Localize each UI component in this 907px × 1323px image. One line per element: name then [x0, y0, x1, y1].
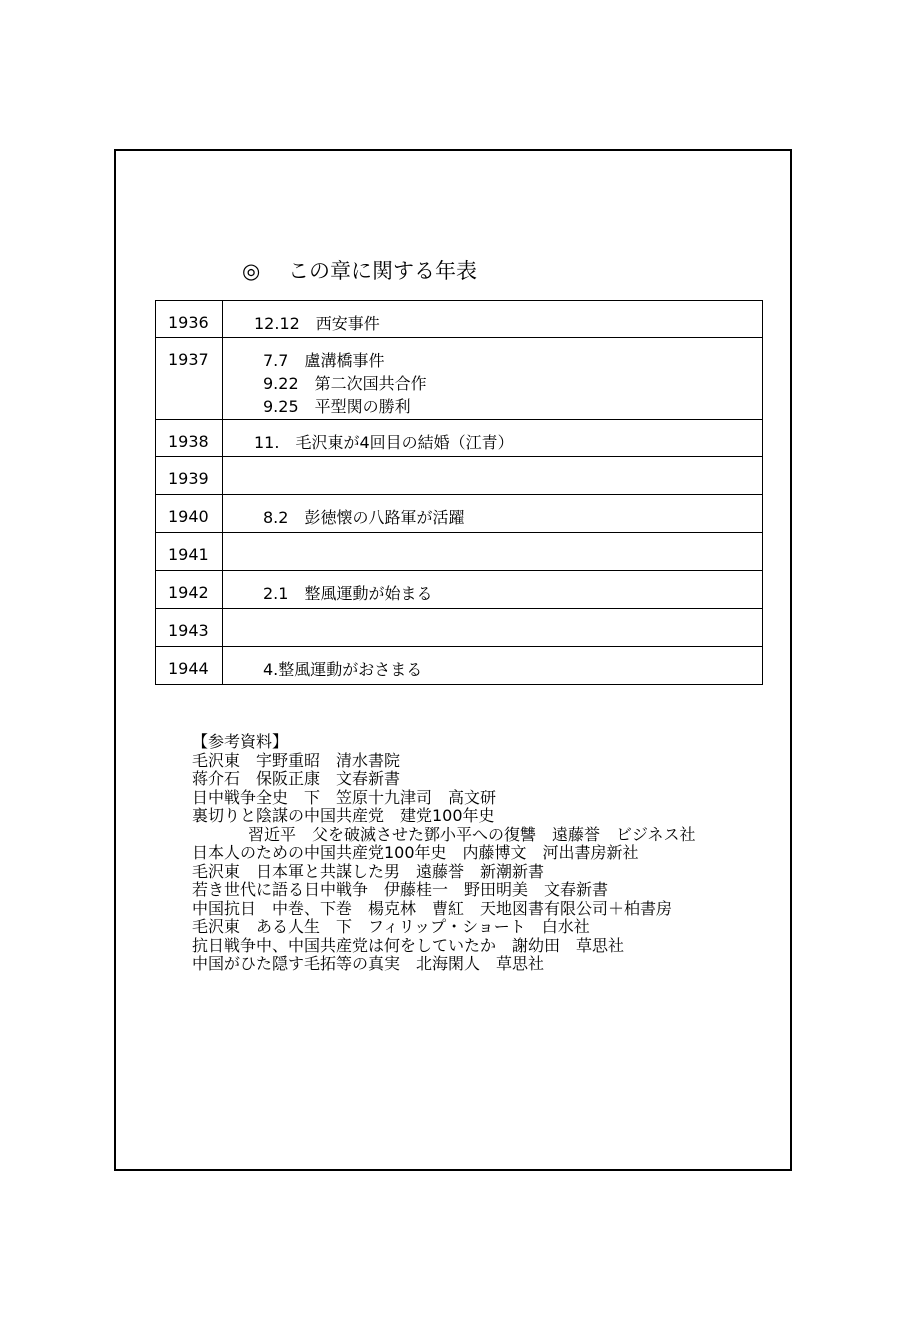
- table-row: [156, 495, 763, 533]
- year-cell: 1940: [156, 495, 223, 533]
- events-cell: [223, 571, 763, 609]
- table-row: [156, 301, 763, 338]
- year-cell: 1937: [156, 338, 223, 420]
- reference-item: 日中戦争全史 下 笠原十九津司 高文研: [192, 787, 497, 807]
- reference-item: 毛沢東 ある人生 下 フィリップ・ショート 白水社: [192, 917, 590, 936]
- event-item: 2.1 整風運動が始まる: [263, 584, 433, 603]
- event-item: 7.7 盧溝橋事件: [263, 351, 385, 370]
- events-cell: [223, 420, 763, 457]
- reference-item: 中国がひた隠す毛拓等の真実 北海閑人 草思社: [192, 954, 545, 973]
- event-item: 9.22 第二次国共合作: [263, 374, 427, 393]
- event-item: 11. 毛沢東が4回目の結婚（江青）: [254, 433, 514, 452]
- events-cell: [223, 647, 763, 685]
- table-row: [156, 571, 763, 609]
- events-cell: [223, 457, 763, 495]
- reference-item: 裏切りと陰謀の中国共産党 建党100年史: [192, 806, 495, 825]
- title-text: この章に関する年表: [288, 259, 478, 283]
- table-row: [156, 338, 763, 420]
- table-row: [156, 457, 763, 495]
- year-cell: 1936: [156, 301, 223, 338]
- table-row: [156, 609, 763, 647]
- reference-item: 中国抗日 中巻、下巻 楊克林 曹紅 天地図書有限公司＋柏書房: [192, 898, 673, 918]
- event-item: 9.25 平型関の勝利: [263, 397, 411, 416]
- reference-item: 抗日戦争中、中国共産党は何をしていたか 謝幼田 草思社: [192, 935, 625, 955]
- events-cell: [223, 338, 763, 420]
- reference-item: 若き世代に語る日中戦争 伊藤桂一 野田明美 文春新書: [192, 880, 609, 899]
- reference-item: 毛沢東 宇野重昭 清水書院: [192, 750, 401, 770]
- events-cell: [223, 609, 763, 647]
- page-title: [242, 256, 477, 286]
- year-cell: 1943: [156, 609, 223, 647]
- event-item: 8.2 彭徳懐の八路軍が活躍: [263, 508, 465, 527]
- event-item: 12.12 西安事件: [254, 314, 380, 333]
- table-row: [156, 647, 763, 685]
- references-heading: 【参考資料】: [192, 732, 289, 751]
- events-cell: [223, 301, 763, 338]
- reference-item: 蒋介石 保阪正康 文春新書: [192, 769, 401, 788]
- reference-item: 日本人のための中国共産党100年史 内藤博文 河出書房新社: [192, 843, 639, 862]
- table-row: [156, 420, 763, 457]
- references-section: [192, 733, 696, 974]
- timeline-table: [155, 300, 763, 685]
- year-cell: 1941: [156, 533, 223, 571]
- year-cell: 1938: [156, 420, 223, 457]
- double-circle-icon: ◎: [242, 259, 261, 283]
- events-cell: [223, 495, 763, 533]
- year-cell: 1939: [156, 457, 223, 495]
- year-cell: 1944: [156, 647, 223, 685]
- event-item: 4.整風運動がおさまる: [263, 660, 423, 679]
- events-cell: [223, 533, 763, 571]
- year-cell: 1942: [156, 571, 223, 609]
- reference-item: 毛沢東 日本軍と共謀した男 遠藤誉 新潮新書: [192, 861, 545, 881]
- reference-item: 習近平 父を破滅させた鄧小平への復讐 遠藤誉 ビジネス社: [248, 824, 696, 844]
- table-row: [156, 533, 763, 571]
